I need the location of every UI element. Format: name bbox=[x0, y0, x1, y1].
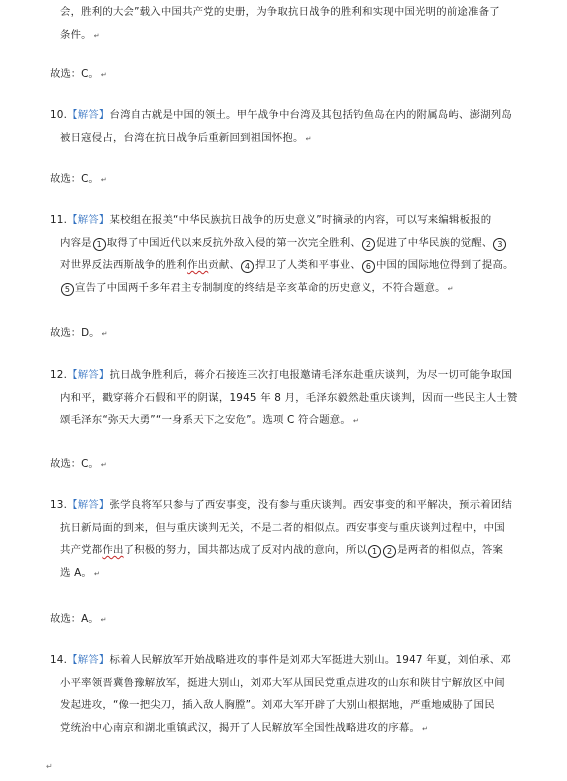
circled-number: 3 bbox=[493, 238, 506, 251]
corner-paragraph-mark: ↵ bbox=[46, 762, 53, 771]
flagged-word: 作出 bbox=[187, 259, 209, 271]
q12-answer-tag: 【解答】 bbox=[67, 369, 110, 381]
circled-number: 4 bbox=[241, 260, 254, 273]
q14-line-2: 小平率领晋冀鲁豫解放军，挺进大别山，刘邓大军从国民党重点进攻的山东和陕甘宁解放区中间 bbox=[60, 676, 505, 689]
flagged-word: 作出 bbox=[102, 544, 124, 556]
circled-number: 2 bbox=[362, 238, 375, 251]
circled-number: 1 bbox=[93, 238, 106, 251]
q12-number: 12. bbox=[50, 369, 68, 381]
q10-number: 10. bbox=[50, 109, 68, 121]
q11-answer: 故选：D。 ↵ bbox=[50, 327, 108, 339]
question-13 bbox=[50, 494, 548, 585]
q10-line-2: 被日寇侵占，台湾在抗日战争后重新回到祖国怀抱。 ↵ bbox=[60, 131, 312, 144]
q14-answer-tag: 【解答】 bbox=[67, 654, 110, 666]
q10-answer: 故选：C。 ↵ bbox=[50, 173, 107, 185]
circled-number: 5 bbox=[61, 283, 74, 296]
question-14 bbox=[50, 649, 548, 740]
q13-line-4: 选 A。 ↵ bbox=[60, 566, 101, 579]
q12-line-2: 内和平，戳穿蒋介石假和平的阴谋，1945 年 8 月，毛泽东毅然赴重庆谈判，因而一些民主人士赞 bbox=[60, 391, 518, 404]
question-12 bbox=[50, 364, 548, 433]
q11-line-1: 11.【解答】某校组在报美“中华民族抗日战争的历史意义”时摘录的内容，可以写来编辑板报的 bbox=[50, 214, 492, 226]
q11-line-3: 对世界反法西斯战争的胜利作出贡献、 4 捍卫了人类和平事业、 6 中国的国际地位得到了提高。 bbox=[60, 259, 514, 271]
circled-number: 6 bbox=[362, 260, 375, 273]
question-10 bbox=[50, 104, 548, 150]
q13-line-2: 抗日新局面的到来，但与重庆谈判无关，不是二者的相似点。西安事变与重庆谈判过程中，中国 bbox=[60, 521, 505, 534]
q14-number: 14. bbox=[50, 654, 68, 666]
q10-answer-tag: 【解答】 bbox=[67, 109, 110, 121]
question-11 bbox=[50, 209, 548, 300]
q13-line-1: 13.【解答】张学良将军只参与了西安事变，没有参与重庆谈判。西安事变的和平解决，预示着团结 bbox=[50, 499, 512, 511]
q11-answer-tag: 【解答】 bbox=[67, 214, 110, 226]
prev-answer: 故选：C。 ↵ bbox=[50, 68, 107, 80]
q10-line-1: 10.【解答】台湾自古就是中国的领土。甲午战争中台湾及其包括钓鱼岛在内的附属岛屿、澎湖列岛 bbox=[50, 109, 512, 121]
q13-answer-tag: 【解答】 bbox=[67, 499, 110, 511]
prev-line-1: 会，胜利的大会”载入中国共产党的史册，为争取抗日战争的胜利和实现中国光明的前途准备了 bbox=[60, 6, 500, 18]
q12-line-3: 颂毛泽东“弥天大勇”“一身系天下之安危”。选项 C 符合题意。 ↵ bbox=[60, 414, 360, 426]
q12-answer: 故选：C。 ↵ bbox=[50, 458, 107, 470]
q12-line-1: 12.【解答】抗日战争胜利后，蒋介石接连三次打电报邀请毛泽东赴重庆谈判，为尽一切可能争取国 bbox=[50, 369, 512, 381]
q13-number: 13. bbox=[50, 499, 68, 511]
circled-number: 2 bbox=[383, 545, 396, 558]
prev-question-text bbox=[50, 1, 548, 47]
q14-line-3: 发起进攻，“像一把尖刀，插入敌人胸膛”。刘邓大军开辟了大别山根据地，严重地威胁了国民 bbox=[60, 699, 495, 711]
prev-line-2: 条件。 ↵ bbox=[60, 28, 100, 41]
circled-number: 1 bbox=[368, 545, 381, 558]
q11-line-4: 5 宣告了中国两千多年君主专制制度的终结是辛亥革命的历史意义，不符合题意。 ↵ bbox=[50, 277, 548, 301]
q13-line-3: 共产党都作出了积极的努力，国共都达成了反对内战的意向，所以 1 2 是两者的相似点，答案 bbox=[60, 544, 504, 556]
q14-line-1: 14.【解答】标着人民解放军开始战略进攻的事件是刘邓大军挺进大别山。1947 年夏，刘伯承、邓 bbox=[50, 654, 511, 666]
q11-number: 11. bbox=[50, 214, 68, 226]
q13-answer: 故选：A。 ↵ bbox=[50, 613, 107, 625]
q11-line-2: 内容是 1 取得了中国近代以来反抗外敌入侵的第一次完全胜利、 2 促进了中华民族的觉醒、 3 bbox=[50, 232, 548, 255]
q14-line-4: 党统治中心南京和湖北重镇武汉，揭开了人民解放军全国性战略进攻的序幕。 ↵ bbox=[60, 721, 429, 734]
